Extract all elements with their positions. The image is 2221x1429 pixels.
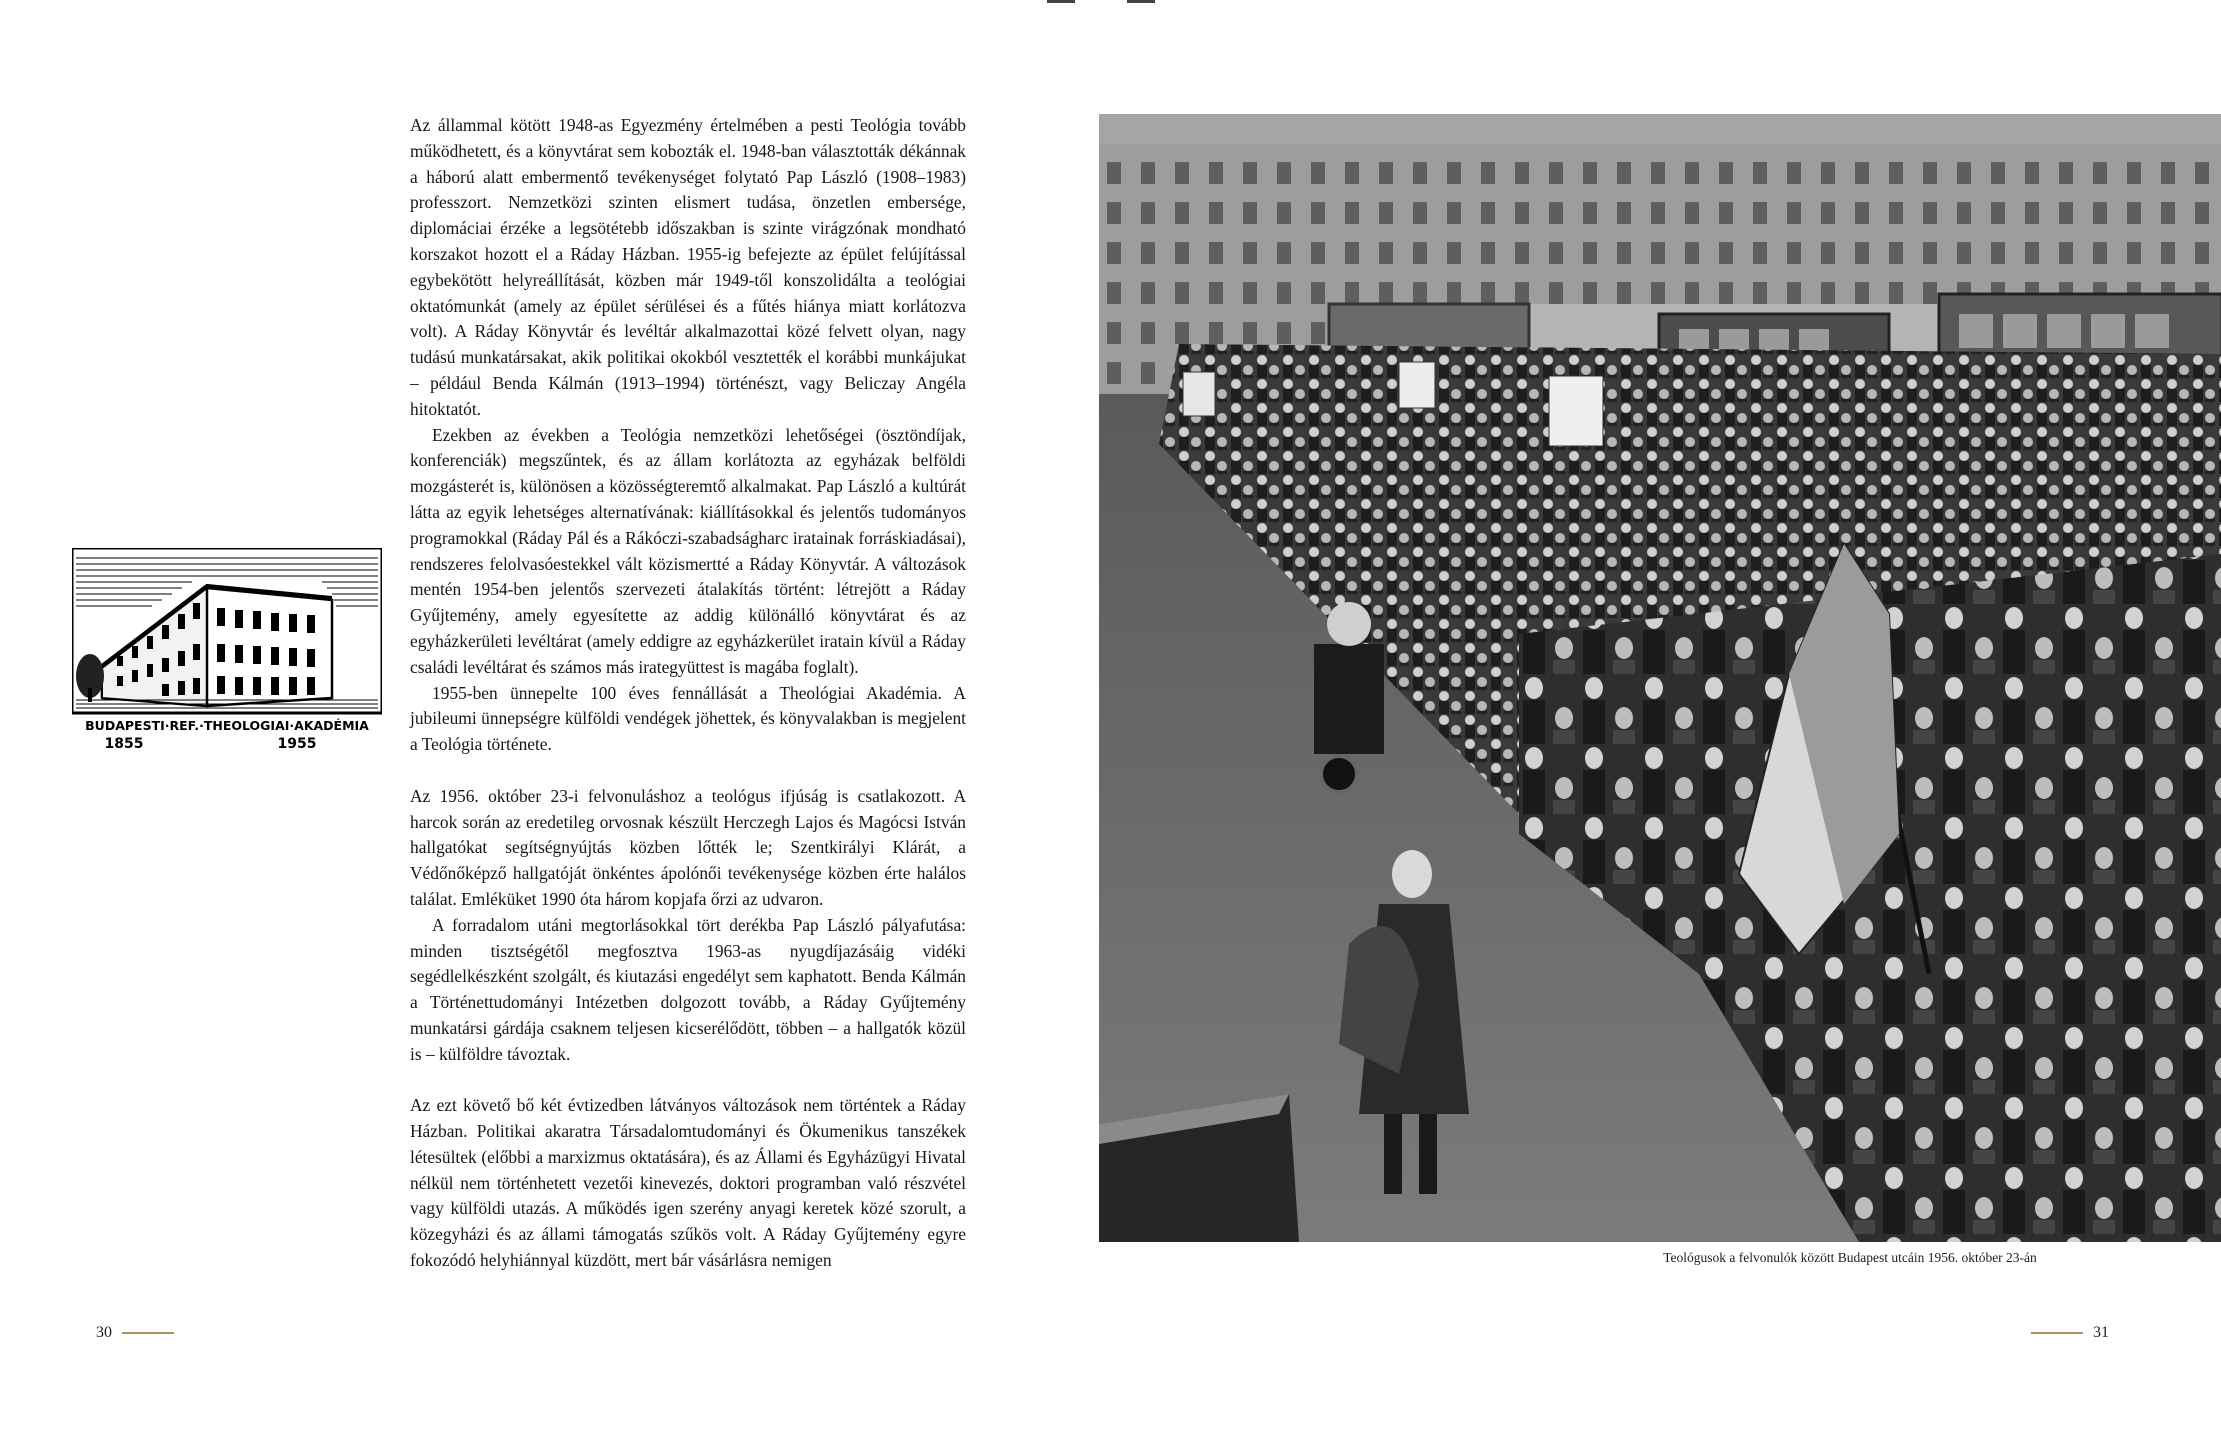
page-number: 30 <box>96 1324 112 1341</box>
demonstration-photo <box>1099 114 2221 1242</box>
emblem-caption: BUDAPESTI·REF.·THEOLOGIAI·AKADÉMIA <box>85 718 369 733</box>
folio-rule <box>2031 1332 2083 1334</box>
photo-illustration <box>1099 114 2221 1242</box>
emblem-year-end: 1955 <box>277 736 317 752</box>
paragraph: 1955-ben ünnepelte 100 éves fennállását a Theológiai Akadémia. A jubileumi ünnepségre külföldi vendégek jöhettek, és könyvalakban is megjelent a Teológia története. <box>410 682 966 755</box>
crop-mark <box>1127 0 1155 3</box>
paragraph: Az ezt követő bő két évtizedben látványos változások nem történtek a Ráday Házban. Politikai akaratra Társadalomtudományi és Ökumenikus tanszékek létesültek (előbbi a marxizmus oktatására), és az Állami és Egyházügyi Hivatal nélkül nem történhetett vezetői kinevezés, doktori programban való részvétel vagy külföldi utazás. A működés igen szerény anyagi keretek közé szorult, a közegyházi és az állami támogatás szűkös volt. A Ráday Gyűjtemény egyre fokozódó helyhiánnyal küzdött, mert bár vásárlásra nemigen <box>410 1095 966 1271</box>
page-number-left <box>96 1324 174 1342</box>
paragraph: A forradalom utáni megtorlásokkal tört derékba Pap László pályafutása: minden tisztségétől megfosztva 1963-as nyugdíjazásáig vidéki segédlelkészként szolgált, és kiutazási engedélyt sem kaphatott. Benda Kálmán a Történettudományi Intézetben dolgozott tovább, a Ráday Gyűjtemény munkatársi gárdája csaknem teljesen kicserélődött, többen – a hallgatók közül is – külföldre távoztak. <box>410 914 966 1064</box>
paragraph: Az 1956. október 23-i felvonuláshoz a teológus ifjúság is csatlakozott. A harcok során az eredetileg orvosnak készült Herczegh Lajos és Magócsi István hallgatókat segítségnyújtás közben lőtték le; Szentkirályi Klárát, a Védőnőképző hallgatóját önkéntes ápolónői tevékenysége közben érte halálos találat. Emléküket 1990 óta három kopjafa őrzi az udvaron. <box>410 785 966 909</box>
left-page-text <box>410 113 966 1274</box>
crop-mark <box>1047 0 1075 3</box>
paragraph: Az állammal kötött 1948-as Egyezmény értelmében a pesti Teológia tovább működhetett, és a könyvtárat sem kobozták el. 1948-ban választották dékánnak a háború alatt embermentő tevékenységet folytató Pap László (1908–1983) professzort. Nemzetközi szinten elismert tudása, önzetlen embersége, diplomáciai érzéke a legsötétebb időszakban is szinte virágzónak mondható korszakot hozott el a Ráday Házban. 1955-ig befejezte az épület felújítással egybekötött helyreállítását, közben már 1949-től konszolidálta a teológiai oktatómunkát (amely az épület sérülései és a fűtés hiánya miatt korlátozva volt). A Ráday Könyvtár és levéltár alkalmazottai közé felvett olyan, nagy tudású munkatársakat, akik politikai okokból vesztették el korábbi munkájukat – például Benda Kálmán (1913–1994) történészt, vagy Beliczay Angéla hitoktatót. <box>410 115 966 419</box>
academy-building-illustration <box>72 548 382 753</box>
paragraph: Ezekben az években a Teológia nemzetközi lehetőségei (ösztöndíjak, konferenciák) megszűntek, és az állam korlátozta az egyházak belföldi mozgásterét is, különösen a közösségteremtő alkalmakat. Pap László a kultúrát látta az egyik lehetséges alternatívának: kiállításokkal és jelentős tudományos programokkal (Ráday Pál és a Rákóczi-szabadságharc iratainak forráskiadásai), rendszeres felolvasóestekkel vált közismertté a Ráday Könyvtár. A változások mentén 1954-ben jelentős szervezeti átalakítás történt: létrejött a Ráday Gyűjtemény, amely egyesítette az addig különálló könyvtárat és az egyházkerületi levéltárat (amely eddigre az egyházkerület iratain kívül a Ráday családi levéltárat és számos más irategyüttest is magába foglalt). <box>410 424 966 677</box>
emblem-year-start: 1855 <box>104 736 144 752</box>
folio-rule <box>122 1332 174 1334</box>
page-number: 31 <box>2093 1324 2109 1341</box>
page-number-right <box>2031 1324 2109 1342</box>
photo-caption: Teológusok a felvonulók között Budapest utcáin 1956. október 23-án <box>1663 1250 2037 1265</box>
academy-emblem <box>72 548 382 753</box>
